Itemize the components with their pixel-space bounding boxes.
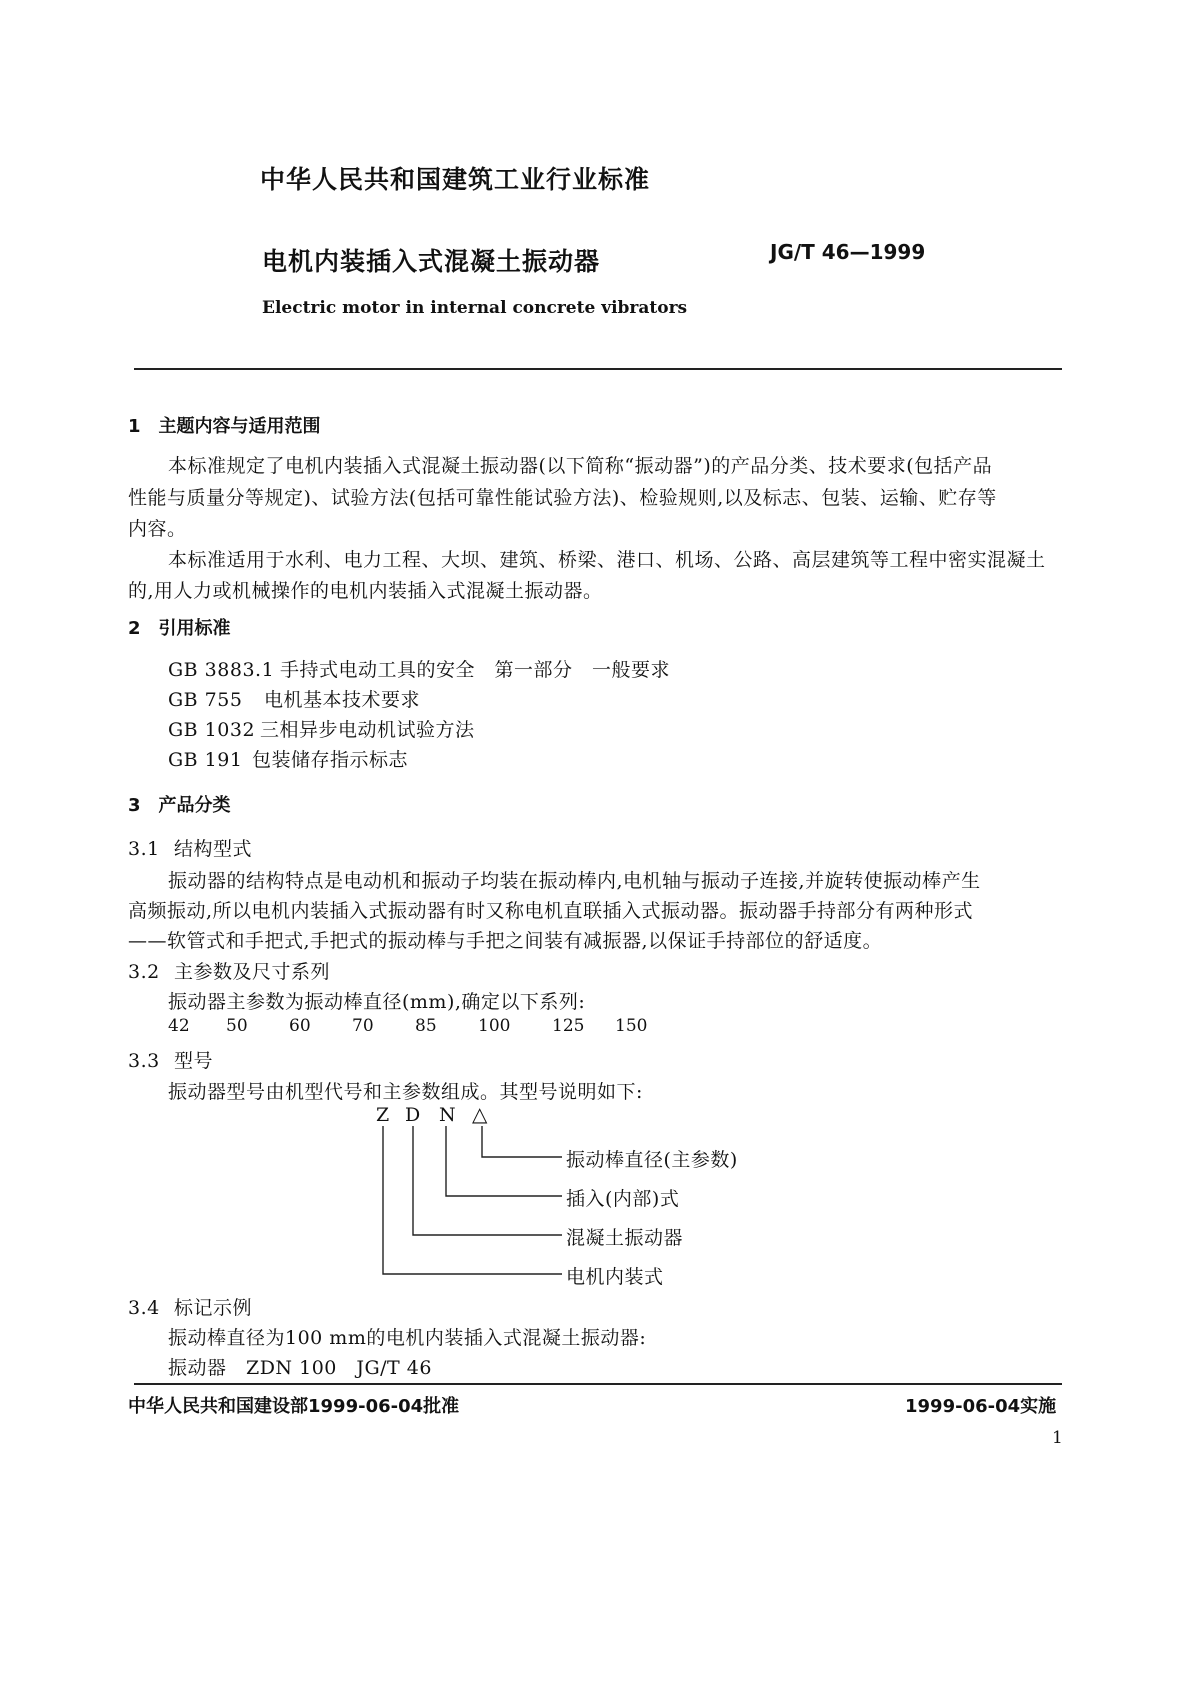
code-label-motor-internal: 电机内装式 bbox=[566, 1266, 664, 1288]
subsection-3-1-line: 高频振动,所以电机内装插入式振动器有时又称电机直联插入式振动器。振动器手持部分有两种形式 bbox=[128, 900, 974, 922]
series-value: 50 bbox=[226, 1016, 248, 1036]
reference-code: GB 755 bbox=[168, 689, 243, 711]
marking-example-code: 振动器 ZDN 100 JG/T 46 bbox=[168, 1357, 432, 1379]
reference-code: GB 191 bbox=[168, 749, 243, 771]
subsection-title: 型号 bbox=[174, 1050, 214, 1072]
section-1-title: 主题内容与适用范围 bbox=[158, 416, 321, 437]
subsection-title: 标记示例 bbox=[174, 1297, 253, 1319]
subsection-number: 3.3 bbox=[128, 1050, 160, 1072]
reference-name: 手持式电动工具的安全 第一部分 一般要求 bbox=[280, 659, 671, 681]
subsection-number: 3.1 bbox=[128, 838, 160, 860]
standard-title-en: Electric motor in internal concrete vibrators bbox=[262, 298, 688, 318]
series-value: 42 bbox=[168, 1016, 190, 1036]
series-value: 85 bbox=[415, 1016, 437, 1036]
reference-code: GB 3883.1 bbox=[168, 659, 275, 681]
series-value: 70 bbox=[352, 1016, 374, 1036]
standard-number: JG/T 46—1999 bbox=[770, 240, 926, 264]
subsection-number: 3.2 bbox=[128, 961, 160, 983]
subsection-3-1-line: 振动器的结构特点是电动机和振动子均装在振动棒内,电机轴与振动子连接,并旋转使振动棒产生 bbox=[168, 870, 981, 892]
code-symbol-triangle: △ bbox=[472, 1102, 488, 1126]
section-2-title: 引用标准 bbox=[158, 618, 231, 639]
series-value: 60 bbox=[289, 1016, 311, 1036]
section-3-title: 产品分类 bbox=[158, 795, 231, 816]
marking-example-line: 振动棒直径为100 mm的电机内装插入式混凝土振动器: bbox=[168, 1327, 647, 1349]
code-label-insertion-type: 插入(内部)式 bbox=[566, 1188, 680, 1210]
code-letter-n: N bbox=[439, 1104, 456, 1126]
section-2-number: 2 bbox=[128, 618, 141, 639]
section-1-p2-line: 本标准适用于水利、电力工程、大坝、建筑、桥梁、港口、机场、公路、高层建筑等工程中密实混凝土 bbox=[168, 549, 1046, 571]
reference-code: GB 1032 bbox=[168, 719, 256, 741]
reference-name: 三相异步电动机试验方法 bbox=[260, 719, 475, 741]
reference-name: 包装储存指示标志 bbox=[252, 749, 409, 771]
code-letter-z: Z bbox=[376, 1104, 390, 1126]
subsection-3-1-line: ——软管式和手把式,手把式的振动棒与手把之间装有减振器,以保证手持部位的舒适度。 bbox=[128, 930, 883, 952]
effective-date: 1999-06-04实施 bbox=[905, 1396, 1057, 1417]
connector-line-concrete bbox=[413, 1126, 562, 1235]
subsection-title: 结构型式 bbox=[174, 838, 253, 860]
subsection-title: 主参数及尺寸系列 bbox=[174, 961, 331, 983]
section-1-p1-line: 内容。 bbox=[128, 518, 187, 540]
series-value: 150 bbox=[615, 1016, 648, 1036]
standard-title-cn: 电机内装插入式混凝土振动器 bbox=[262, 247, 601, 276]
parameter-series-intro: 振动器主参数为振动棒直径(mm),确定以下系列: bbox=[168, 991, 586, 1013]
code-letter-d: D bbox=[405, 1104, 421, 1126]
series-value: 100 bbox=[478, 1016, 511, 1036]
section-1-p1-line: 本标准规定了电机内装插入式混凝土振动器(以下简称“振动器”)的产品分类、技术要求(包括产品 bbox=[168, 455, 993, 477]
model-code-intro: 振动器型号由机型代号和主参数组成。其型号说明如下: bbox=[168, 1081, 643, 1103]
footer-divider bbox=[134, 1383, 1062, 1385]
connector-line-main-parameter bbox=[482, 1126, 562, 1157]
section-1-p1-line: 性能与质量分等规定)、试验方法(包括可靠性能试验方法)、检验规则,以及标志、包装、运输、贮存等 bbox=[128, 487, 997, 509]
issuing-authority-title: 中华人民共和国建筑工业行业标准 bbox=[260, 165, 651, 194]
connector-line-motor bbox=[383, 1126, 562, 1274]
subsection-number: 3.4 bbox=[128, 1297, 160, 1319]
reference-name: 电机基本技术要求 bbox=[264, 689, 421, 711]
connector-line-insertion bbox=[446, 1126, 562, 1196]
section-1-p2-line: 的,用人力或机械操作的电机内装插入式混凝土振动器。 bbox=[128, 580, 603, 602]
code-label-concrete-vibrator: 混凝土振动器 bbox=[566, 1227, 684, 1249]
code-label-main-parameter: 振动棒直径(主参数) bbox=[566, 1149, 738, 1171]
approval-date: 中华人民共和国建设部1999-06-04批准 bbox=[128, 1396, 460, 1417]
subsection-3-4-heading bbox=[128, 1293, 252, 1320]
section-1-number: 1 bbox=[128, 416, 141, 437]
series-value: 125 bbox=[552, 1016, 585, 1036]
section-3-number: 3 bbox=[128, 795, 141, 816]
page-number: 1 bbox=[1052, 1428, 1063, 1448]
